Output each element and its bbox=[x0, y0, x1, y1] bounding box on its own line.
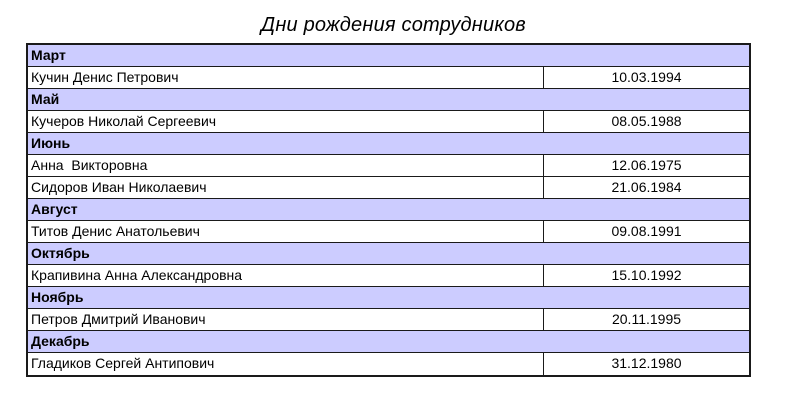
month-label: Май bbox=[31, 91, 60, 107]
employee-name-cell[interactable]: Гладиков Сергей Антипович bbox=[28, 353, 544, 375]
birthdate-cell[interactable]: 10.03.1994 bbox=[611, 69, 682, 85]
table-row[interactable] bbox=[28, 155, 749, 177]
month-header-august[interactable] bbox=[28, 199, 749, 221]
birthdate-cell[interactable]: 12.06.1975 bbox=[611, 157, 682, 173]
table-row[interactable] bbox=[28, 67, 749, 89]
table-row[interactable] bbox=[28, 353, 749, 375]
table-row[interactable] bbox=[28, 309, 749, 331]
birthdate-cell[interactable]: 08.05.1988 bbox=[611, 113, 682, 129]
month-header-march[interactable] bbox=[28, 45, 749, 67]
birthday-table bbox=[26, 43, 751, 377]
month-label: Ноябрь bbox=[31, 289, 84, 305]
month-label: Август bbox=[31, 201, 78, 217]
month-header-november[interactable] bbox=[28, 287, 749, 309]
employee-name-cell[interactable]: Анна Викторовна bbox=[28, 155, 544, 176]
employee-name-cell[interactable]: Петров Дмитрий Иванович bbox=[28, 309, 544, 330]
month-label: Июнь bbox=[31, 135, 71, 151]
employee-name-cell[interactable]: Титов Денис Анатольевич bbox=[28, 221, 544, 242]
table-row[interactable] bbox=[28, 111, 749, 133]
employee-name-cell[interactable]: Крапивина Анна Александровна bbox=[28, 265, 544, 286]
table-row[interactable] bbox=[28, 221, 749, 243]
month-header-december[interactable] bbox=[28, 331, 749, 353]
table-row[interactable] bbox=[28, 265, 749, 287]
month-header-june[interactable] bbox=[28, 133, 749, 155]
month-label: Март bbox=[31, 47, 66, 63]
month-header-may[interactable] bbox=[28, 89, 749, 111]
birthdate-cell[interactable]: 15.10.1992 bbox=[611, 267, 682, 283]
employee-name-cell[interactable]: Сидоров Иван Николаевич bbox=[28, 177, 544, 198]
table-row[interactable] bbox=[28, 177, 749, 199]
employee-name-cell[interactable]: Кучин Денис Петрович bbox=[28, 67, 544, 88]
birthdate-cell[interactable]: 31.12.1980 bbox=[611, 355, 682, 371]
month-label: Октябрь bbox=[31, 245, 90, 261]
birthdate-cell[interactable]: 09.08.1991 bbox=[611, 223, 682, 239]
month-header-october[interactable] bbox=[28, 243, 749, 265]
month-label: Декабрь bbox=[31, 333, 90, 349]
page-title: Дни рождения сотрудников bbox=[261, 14, 526, 36]
employee-name-cell[interactable]: Кучеров Николай Сергеевич bbox=[28, 111, 544, 132]
birthdate-cell[interactable]: 21.06.1984 bbox=[611, 179, 682, 195]
birthdate-cell[interactable]: 20.11.1995 bbox=[611, 311, 682, 327]
